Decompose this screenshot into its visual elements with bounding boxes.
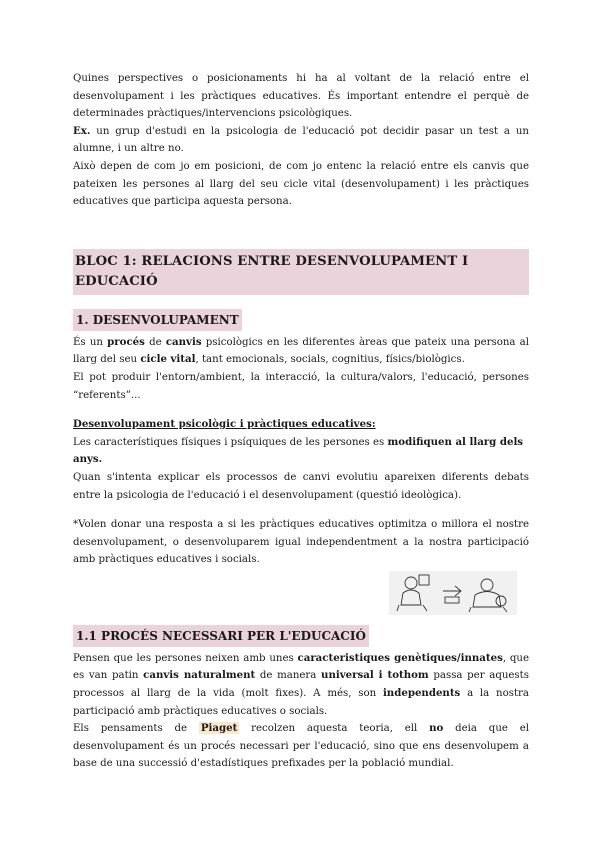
text-run: , tant emocionals, socials, cognitius, físics/biològics. (195, 354, 465, 366)
bold-term-cicle-vital: cicle vital (140, 353, 196, 366)
section-1-paragraph-4: Quan s'intenta explicar els processos de canvi evolutiu apareixen diferents debats entre la psicologia de l'educació i el desenvolupament (questió ideològica). (73, 471, 529, 501)
section-1-1-paragraph-1 (73, 650, 529, 720)
example-label: Ex. (73, 124, 91, 137)
development-illustration (389, 571, 517, 615)
subsection-heading: Desenvolupament psicològic i pràctiques educatives: (73, 418, 376, 431)
illustration-row (73, 569, 529, 617)
bold-term-universal: universal i tothom (321, 669, 429, 682)
spacer (73, 211, 529, 249)
section-1-paragraph-5: *Volen donar una resposta a si les pràctiques educatives optimitza o millora el nostre desenvolupament, o desenvoluparem igual independentment a la nostra participació amb pràctiques educatives i socials. (73, 519, 529, 566)
text-run: recolzen aquesta teoria, ell (239, 723, 430, 735)
section-1-1-heading: 1.1 PROCÉS NECESSARI PER L'EDUCACIÓ (73, 625, 369, 647)
intro-example (73, 123, 529, 158)
text-run: Les característiques físiques i psíquiques de les persones es (73, 436, 388, 448)
text-run: Pensen que les persones neixen amb unes (73, 652, 298, 664)
section-1-1-paragraph-2 (73, 720, 529, 773)
text-run: psicològics en les diferentes àreas que pateix una persona al llarg del seu (73, 336, 529, 366)
text-run: a la nostra participació amb pràctiques educatives o socials. (73, 688, 529, 717)
intro-paragraph-3: Això depen de com jo em posicioni, de com jo entenc la relació entre els canvis que pateixen les persones al llarg del seu cicle vital (desenvolupament) i les pràctiques educatives que participa aquesta persona. (73, 160, 529, 208)
bold-term-no: no (429, 722, 444, 735)
spacer (73, 404, 529, 416)
text-run: de manera (255, 670, 322, 682)
bold-term-genetiques: caracteristiques genètiques/innates (297, 651, 503, 664)
text-run: És un (73, 336, 108, 348)
text-run: de (144, 336, 166, 348)
section-1-heading: 1. DESENVOLUPAMENT (73, 309, 242, 331)
bold-term-canvis-naturalment: canvis naturalment (143, 669, 256, 682)
bloc-1-heading: BLOC 1: RELACIONS ENTRE DESENVOLUPAMENT I EDUCACIÓ (73, 249, 529, 295)
spacer (73, 504, 529, 516)
spacer (73, 617, 529, 625)
section-1-paragraph-2: El pot produir l'entorn/ambient, la interacció, la cultura/valors, l'educació, persones “referents”... (73, 371, 529, 401)
bold-term-canvis: canvis (165, 335, 202, 348)
bold-term-independents: independents (382, 687, 461, 700)
section-1-paragraph-1 (73, 334, 529, 369)
document-page (73, 70, 529, 773)
intro-paragraph-1: Quines perspectives o posicionaments hi ha al voltant de la relació entre el desenvolupament i les pràctiques educatives. És important entendre el perquè de determinades pràctiques/intervencions psicològiques. (73, 73, 529, 120)
text-run: , que es van patin (73, 652, 530, 682)
bold-term-modifiquen: modifiquen al llarg dels anys. (73, 435, 524, 466)
highlight-piaget: Piaget (200, 722, 238, 735)
example-text: un grup d'estudi en la psicologia de l'educació pot decidir pasar un test a un alumne, i un altre no. (73, 125, 529, 155)
text-run: Els pensaments de (73, 723, 199, 735)
text-run: passa per aquests processos al llarg de la vida (molt fixes). A més, son (73, 670, 529, 700)
text-run: deia que el desenvolupament és un procés necessari per l'educació, sino que ens desenvolupem a base de una successió d'estadístiques prefixades per la població mundial. (73, 723, 529, 770)
bold-term-proces: procés (107, 335, 145, 348)
section-1-paragraph-3 (73, 434, 529, 469)
